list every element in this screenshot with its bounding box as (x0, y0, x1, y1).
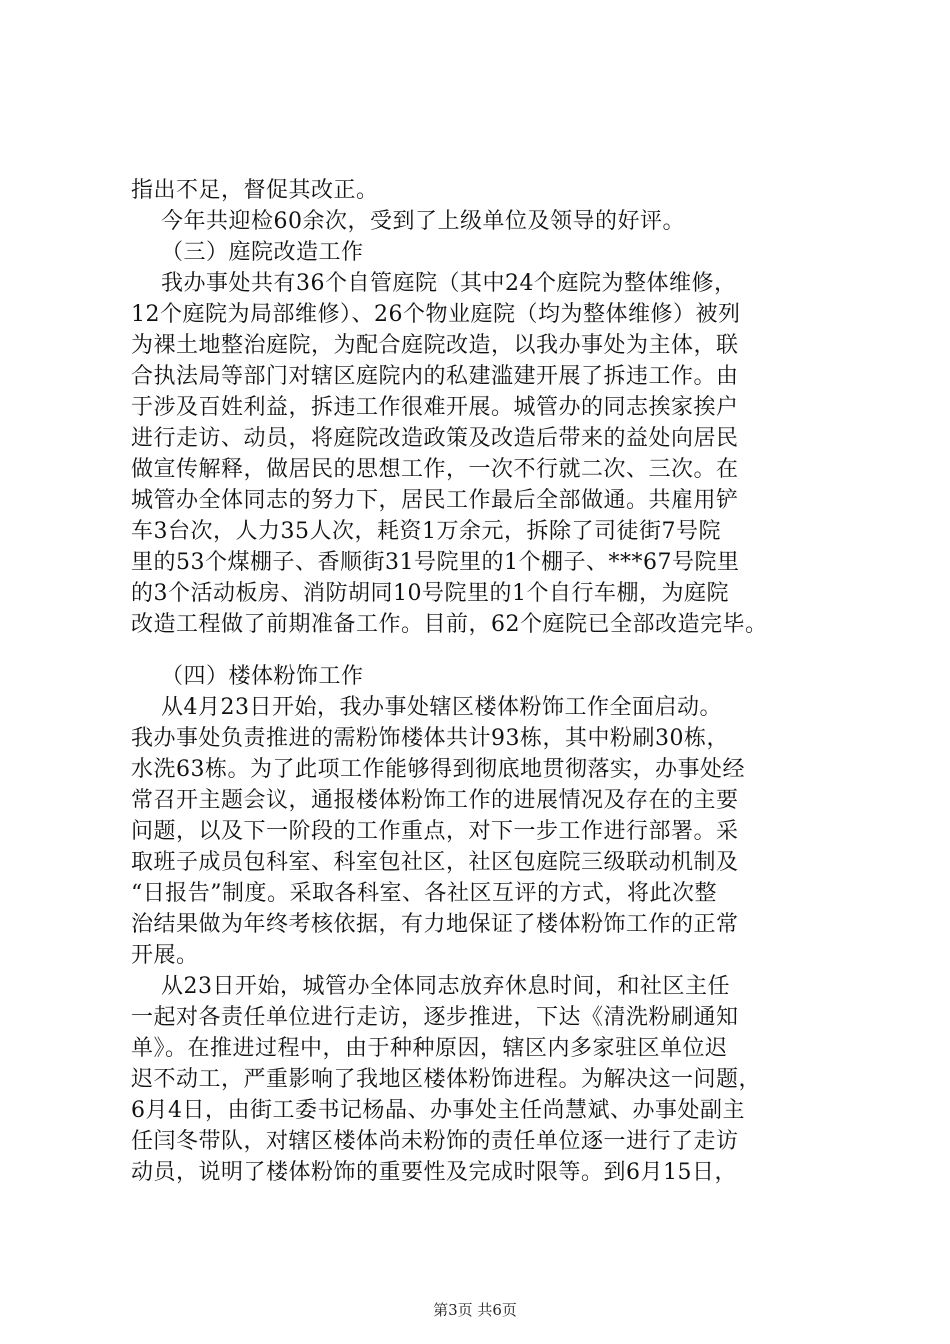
text-line: 取班子成员包科室、科室包社区，社区包庭院三级联动机制及 (131, 850, 739, 875)
text-line: 单》。在推进过程中，由于种种原因，辖区内多家驻区单位迟 (131, 1036, 728, 1061)
text-line: 里的53个煤棚子、香顺街31号院里的1个棚子、***67号院里 (131, 550, 740, 575)
section-heading: （三）庭院改造工作 (131, 240, 364, 265)
text-line: 我办事处负责推进的需粉饰楼体共计93栋，其中粉刷30栋， (131, 726, 729, 751)
text-line: 做宣传解释，做居民的思想工作，一次不行就二次、三次。在 (131, 457, 739, 482)
text-line: 从4月23日开始，我办事处辖区楼体粉饰工作全面启动。 (131, 695, 722, 720)
text-line: 的3个活动板房、消防胡同10号院里的1个自行车棚，为庭院 (131, 581, 729, 606)
text-line: 任闫冬带队，对辖区楼体尚未粉饰的责任单位逐一进行了走访 (131, 1129, 739, 1154)
text-line: 为裸土地整治庭院，为配合庭院改造，以我办事处为主体，联 (131, 333, 739, 358)
section-heading: （四）楼体粉饰工作 (131, 664, 364, 689)
text-line: 动员，说明了楼体粉饰的重要性及完成时限等。到6月15日， (131, 1160, 737, 1185)
page-number-footer: 第3页 共6页 (433, 1301, 517, 1319)
text-line: 常召开主题会议，通报楼体粉饰工作的进展情况及存在的主要 (131, 788, 739, 813)
text-line: 开展。 (131, 943, 199, 968)
text-line: 一起对各责任单位进行走访，逐步推进，下达《清洗粉刷通知 (131, 1005, 739, 1030)
text-line: 水洗63栋。为了此项工作能够得到彻底地贯彻落实，办事处经 (131, 757, 745, 782)
text-line: 城管办全体同志的努力下，居民工作最后全部做通。共雇用铲 (131, 488, 739, 513)
text-line: 迟不动工，严重影响了我地区楼体粉饰进程。为解决这一问题， (131, 1067, 762, 1092)
text-line: 12个庭院为局部维修）、26个物业庭院（均为整体维修）被列 (131, 302, 741, 327)
text-line: 合执法局等部门对辖区庭院内的私建滥建开展了拆违工作。由 (131, 364, 739, 389)
text-line: 指出不足，督促其改正。 (131, 178, 379, 203)
text-line: 治结果做为年终考核依据，有力地保证了楼体粉饰工作的正常 (131, 912, 739, 937)
text-line: 进行走访、动员，将庭院改造政策及改造后带来的益处向居民 (131, 426, 739, 451)
text-line: “日报告”制度。采取各科室、各社区互评的方式，将此次整 (131, 881, 717, 906)
text-line: 改造工程做了前期准备工作。目前，62个庭院已全部改造完毕。 (131, 612, 768, 637)
text-line: 6月4日，由街工委书记杨晶、办事处主任尚慧斌、办事处副主 (131, 1098, 745, 1123)
text-line: 我办事处共有36个自管庭院（其中24个庭院为整体维修， (131, 271, 737, 296)
text-line: 车3台次，人力35人次，耗资1万余元，拆除了司徒街7号院 (131, 519, 721, 544)
text-line: 从23日开始，城管办全体同志放弃休息时间，和社区主任 (131, 974, 730, 999)
text-line: 今年共迎检60余次，受到了上级单位及领导的好评。 (131, 209, 685, 234)
text-line: 于涉及百姓利益，拆违工作很难开展。城管办的同志挨家挨户 (131, 395, 739, 420)
text-line: 问题，以及下一阶段的工作重点，对下一步工作进行部署。采 (131, 819, 739, 844)
